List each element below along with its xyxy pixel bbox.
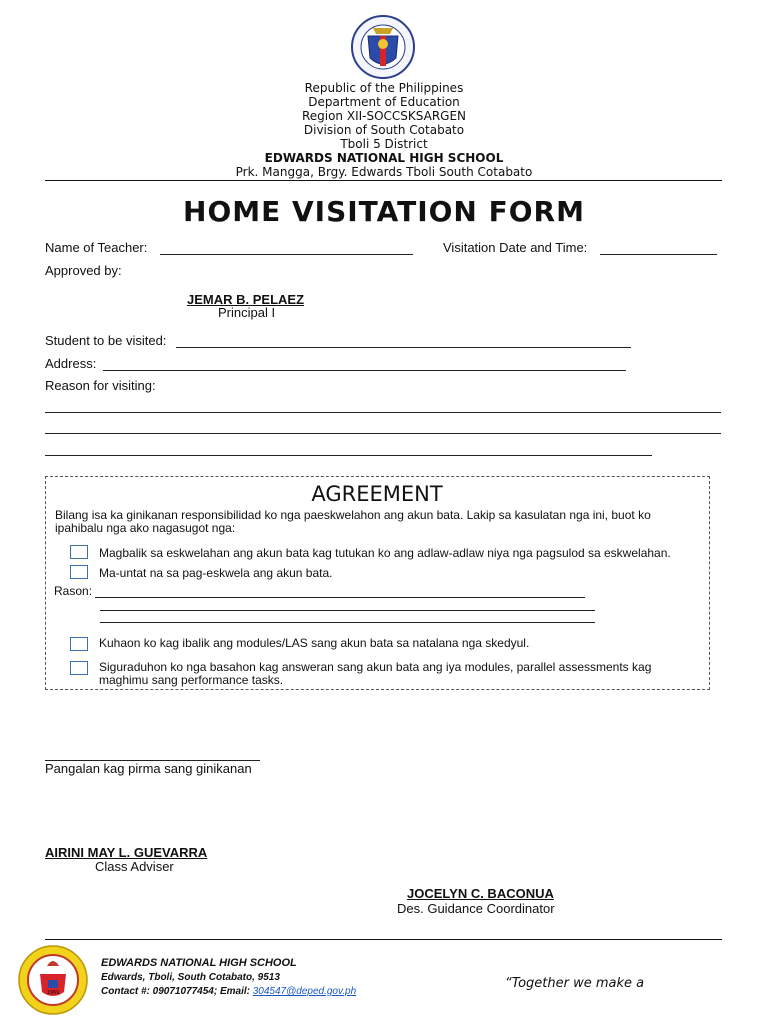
guidance-name: JOCELYN C. BACONUA [407,886,554,901]
district-line: Tboli 5 District [340,137,428,151]
svg-text:1969: 1969 [46,990,60,996]
visitation-date-field[interactable] [600,254,717,255]
region-line: Region XII-SOCCSKSARGEN [301,109,467,123]
principal-name: JEMAR B. PELAEZ [187,292,305,307]
adviser-name: AIRINI MAY L. GUEVARRA [45,845,208,860]
address-label: Address: [45,356,97,371]
school-name: EDWARDS NATIONAL HIGH SCHOOL [264,151,504,165]
option-stop-schooling: Ma-untat na sa pag-eskwela ang akun bata. [99,566,333,580]
rason-line-1[interactable] [95,597,585,598]
division-line: Division of South Cotabato [303,123,465,137]
school-seal-icon [14,944,92,1016]
principal-title: Principal I [218,305,276,320]
rason-label: Rason: [54,584,93,598]
footer-school-name: EDWARDS NATIONAL HIGH SCHOOL [101,957,297,969]
address-field[interactable] [103,370,626,371]
reason-line-1[interactable] [45,412,721,413]
school-address: Prk. Mangga, Brgy. Edwards Tboli South Cotabato [235,165,533,179]
reason-line-3[interactable] [45,455,652,456]
reason-label: Reason for visiting: [45,378,156,393]
option-modules: Kuhaon ko kag ibalik ang modules/LAS sang akun bata sa natalana nga skedyul. [99,636,530,650]
approved-label: Approved by: [45,263,122,278]
option-assessments-line-2: maghimu sang performance tasks. [99,673,284,687]
adviser-title: Class Adviser [95,859,174,874]
teacher-field[interactable] [160,254,413,255]
rason-line-3[interactable] [100,622,595,623]
checkbox-return-to-school[interactable] [70,545,88,559]
agreement-title: AGREEMENT [311,482,443,506]
footer-contact [101,986,356,997]
rason-line-2[interactable] [100,610,595,611]
reason-line-2[interactable] [45,433,721,434]
teacher-label: Name of Teacher: [45,240,148,255]
agreement-intro-line-1: Bilang isa ka ginikanan responsibilidad ko nga paeskwelahon ang akun bata. Lakip sa kasulatan nga ini, buot ko [55,508,651,522]
header-divider [45,180,722,181]
deped-seal-icon [338,14,428,80]
footer-motto: “Together we make a [505,976,645,991]
parent-signature-label: Pangalan kag pirma sang ginikanan [45,761,252,776]
student-field[interactable] [176,347,631,348]
footer-address: Edwards, Tboli, South Cotabato, 9513 [101,972,280,983]
form-title: HOME VISITATION FORM [183,195,585,228]
guidance-title: Des. Guidance Coordinator [397,901,555,916]
footer-contact-text: Contact #: 09071077454; Email: [101,986,253,997]
agreement-intro-line-2: ipahibalu nga ako nagasugot nga: [55,521,236,535]
checkbox-assessments[interactable] [70,661,88,675]
footer-email-link[interactable]: 304547@deped.gov.ph [252,986,357,997]
visitation-date-label: Visitation Date and Time: [443,240,588,255]
option-assessments-line-1: Siguraduhon ko nga basahon kag answeran sang akun bata ang iya modules, parallel assessments kag [99,660,652,674]
republic-line: Republic of the Philippines [304,81,464,95]
checkbox-stop-schooling[interactable] [70,565,88,579]
student-label: Student to be visited: [45,333,167,348]
option-return-to-school: Magbalik sa eskwelahan ang akun bata kag tutukan ko ang adlaw-adlaw niya nga pagsulod sa eskwelahan. [99,546,671,560]
footer-divider [45,939,722,940]
department-line: Department of Education [308,95,460,109]
checkbox-modules[interactable] [70,637,88,651]
